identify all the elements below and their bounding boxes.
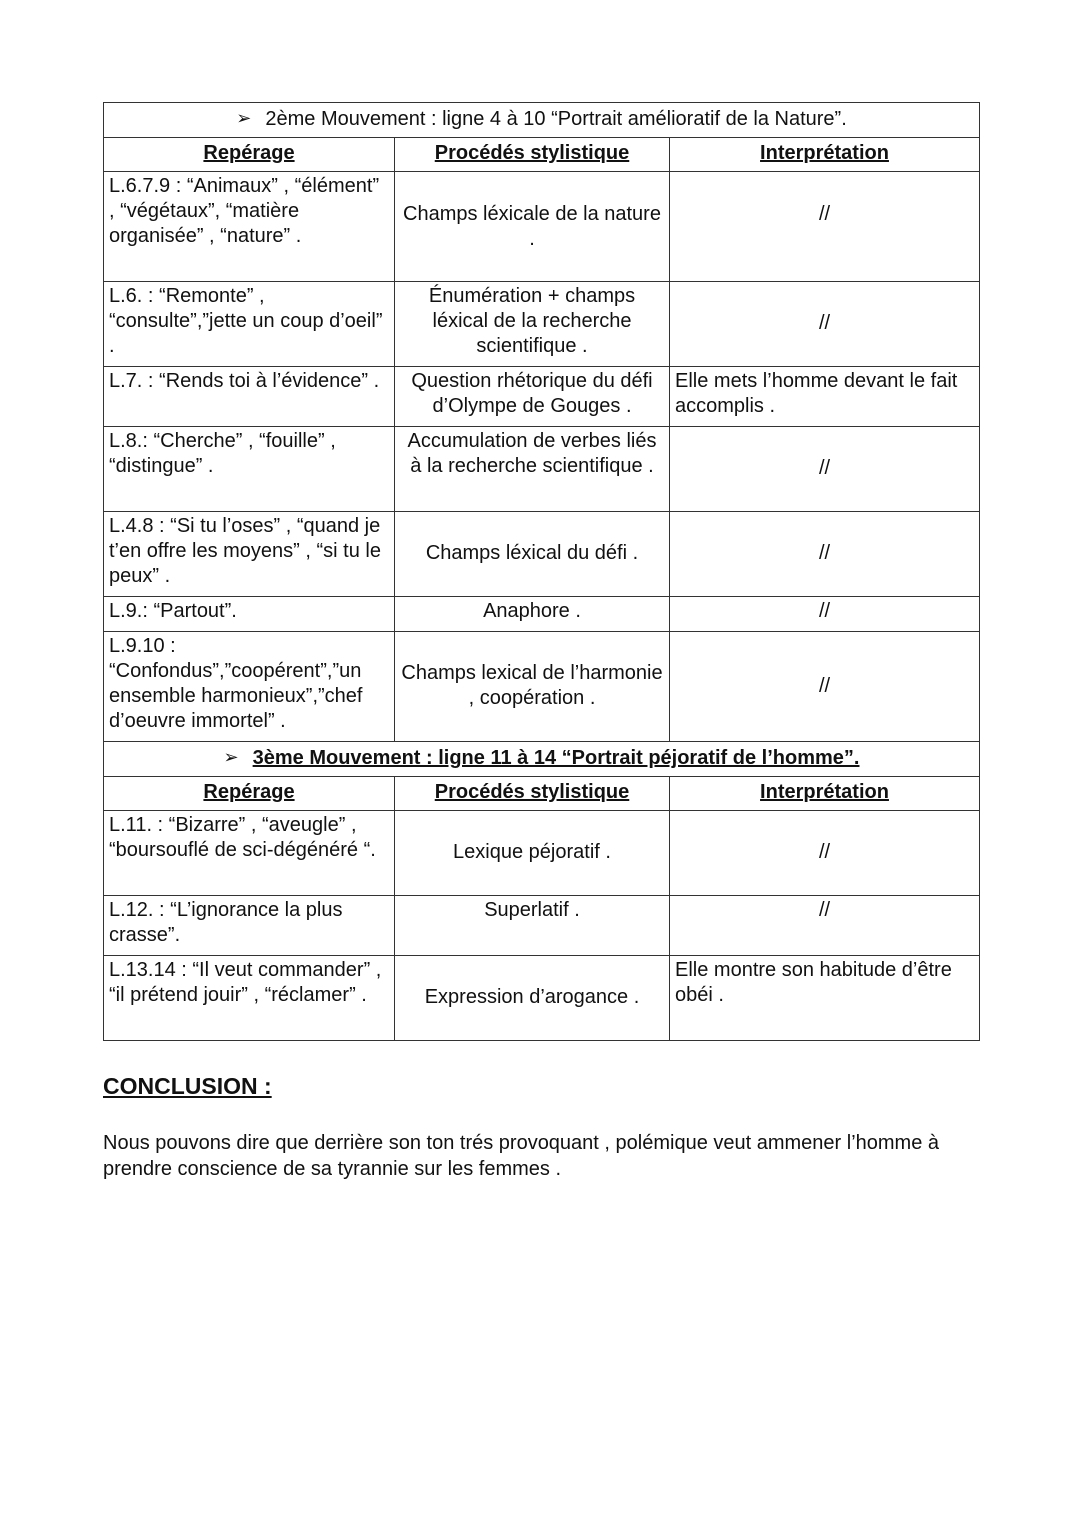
table-row — [104, 896, 980, 956]
cell-procede: Anaphore . — [395, 597, 670, 632]
table-row — [104, 811, 980, 896]
cell-procede: Champs léxical du défi . — [395, 512, 670, 597]
cell-interpretation: // — [670, 172, 980, 282]
cell-procede: Accumulation de verbes liés à la recherche scientifique . — [395, 427, 670, 512]
movement-3-row — [104, 742, 980, 777]
header-procedes: Procédés stylistique — [395, 777, 670, 811]
header-reperage: Repérage — [104, 138, 395, 172]
conclusion-heading: CONCLUSION : — [103, 1073, 272, 1099]
cell-reperage: L.8.: “Cherche” , “fouille” , “distingue” . — [104, 427, 395, 512]
movement-2-heading — [104, 103, 980, 138]
header-reperage: Repérage — [104, 777, 395, 811]
cell-reperage: L.12. : “L’ignorance la plus crasse”. — [104, 896, 395, 956]
cell-procede: Superlatif . — [395, 896, 670, 956]
cell-procede: Énumération + champs léxical de la recherche scientifique . — [395, 282, 670, 367]
analysis-table — [103, 102, 980, 1041]
cell-reperage: L.6. : “Remonte” , “consulte”,”jette un coup d’oeil” . — [104, 282, 395, 367]
table-row — [104, 956, 980, 1041]
column-header-row — [104, 777, 980, 811]
table-row — [104, 367, 980, 427]
header-procedes: Procédés stylistique — [395, 138, 670, 172]
cell-reperage: L.4.8 : “Si tu l’oses” , “quand je t’en offre les moyens” , “si tu le peux” . — [104, 512, 395, 597]
cell-interpretation: // — [670, 282, 980, 367]
cell-reperage: L.11. : “Bizarre” , “aveugle” , “boursouflé de sci-dégénéré “. — [104, 811, 395, 896]
table-row — [104, 597, 980, 632]
cell-interpretation: // — [670, 811, 980, 896]
cell-procede: Question rhétorique du défi d’Olympe de Gouges . — [395, 367, 670, 427]
cell-procede: Champs léxicale de la nature . — [395, 172, 670, 282]
header-interpretation: Interprétation — [670, 777, 980, 811]
cell-reperage: L.7. : “Rends toi à l’évidence” . — [104, 367, 395, 427]
cell-procede: Champs lexical de l’harmonie , coopération . — [395, 632, 670, 742]
movement-2-row — [104, 103, 980, 138]
table-row — [104, 282, 980, 367]
cell-reperage: L.6.7.9 : “Animaux” , “élément” , “végétaux”, “matière organisée” , “nature” . — [104, 172, 395, 282]
arrow-bullet-icon: ➢ — [223, 747, 239, 767]
cell-procede: Expression d’arogance . — [395, 956, 670, 1041]
cell-reperage: L.13.14 : “Il veut commander” , “il prétend jouir” , “réclamer” . — [104, 956, 395, 1041]
header-interpretation: Interprétation — [670, 138, 980, 172]
cell-interpretation: Elle mets l’homme devant le fait accomplis . — [670, 367, 980, 427]
cell-procede: Lexique péjoratif . — [395, 811, 670, 896]
cell-interpretation: // — [670, 896, 980, 956]
cell-reperage: L.9.10 : “Confondus”,”coopérent”,”un ensemble harmonieux”,”chef d’oeuvre immortel” . — [104, 632, 395, 742]
cell-reperage: L.9.: “Partout”. — [104, 597, 395, 632]
cell-interpretation: // — [670, 597, 980, 632]
cell-interpretation: Elle montre son habitude d’être obéi . — [670, 956, 980, 1041]
arrow-bullet-icon: ➢ — [236, 108, 252, 128]
movement-2-title: 2ème Mouvement : ligne 4 à 10 “Portrait amélioratif de la Nature”. — [265, 108, 847, 130]
table-row — [104, 632, 980, 742]
cell-interpretation: // — [670, 632, 980, 742]
table-row — [104, 172, 980, 282]
column-header-row — [104, 138, 980, 172]
movement-3-heading — [104, 742, 980, 777]
table-row — [104, 512, 980, 597]
movement-3-title: 3ème Mouvement : ligne 11 à 14 “Portrait péjoratif de l’homme”. — [252, 747, 860, 769]
cell-interpretation: // — [670, 427, 980, 512]
cell-interpretation: // — [670, 512, 980, 597]
conclusion-paragraph: Nous pouvons dire que derrière son ton trés provoquant , polémique veut ammener l’homme à prendre conscience de sa tyrannie sur les femmes . — [103, 1132, 940, 1180]
table-row — [104, 427, 980, 512]
